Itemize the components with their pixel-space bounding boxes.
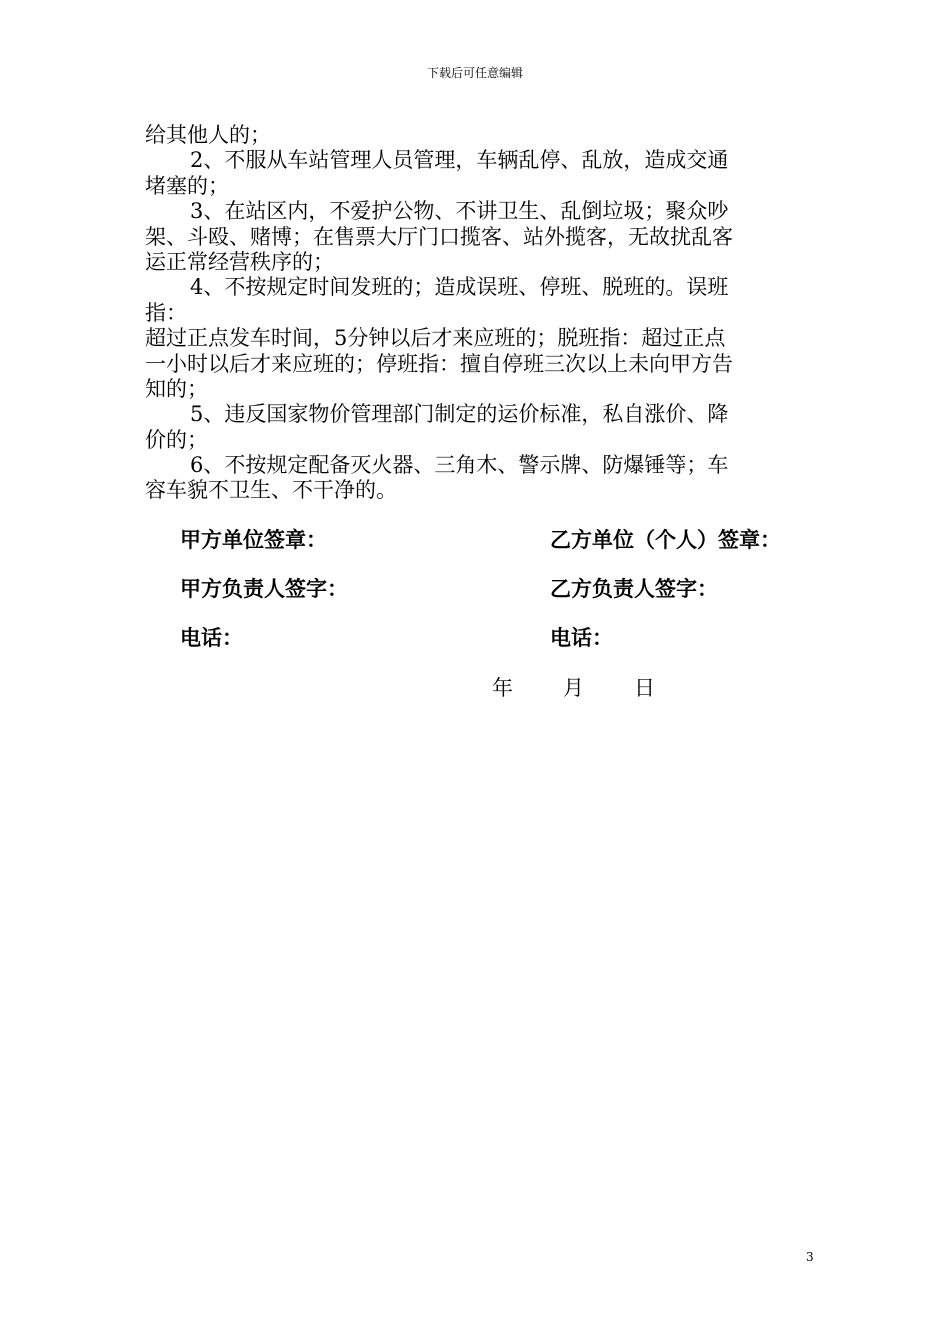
party-b-phone-label: 电话：: [550, 626, 613, 650]
body-line: 6、不按规定配备灭火器、三角木、警示牌、防爆锤等；车: [190, 453, 729, 478]
body-line: 5、违反国家物价管理部门制定的运价标准，私自涨价、降: [190, 402, 729, 427]
date-line: [492, 672, 655, 702]
body-line: 一小时以后才来应班的；停班指：擅自停班三次以上未向甲方告: [145, 351, 733, 376]
body-line: 4、不按规定时间发班的；造成误班、停班、脱班的。误班: [190, 275, 729, 300]
page-header: 下载后可任意编辑: [426, 66, 523, 80]
body-line: 指：: [145, 300, 187, 325]
document-body: [145, 123, 815, 504]
body-line: 给其他人的；: [145, 123, 271, 147]
party-a-seal-label: 甲方单位签章：: [180, 528, 327, 552]
party-a-signer-label: 甲方负责人签字：: [180, 577, 348, 601]
body-line: 3、在站区内，不爱护公物、不讲卫生、乱倒垃圾；聚众吵: [190, 199, 729, 224]
page-number: 3: [806, 1250, 814, 1264]
body-line: 运正常经营秩序的；: [145, 249, 334, 274]
party-b-signer-label: 乙方负责人签字：: [550, 577, 718, 601]
party-a-phone-label: 电话：: [180, 626, 243, 650]
body-line: 堵塞的；: [145, 173, 229, 198]
body-line: 知的；: [145, 376, 208, 401]
body-line: 2、不服从车站管理人员管理，车辆乱停、乱放，造成交通: [190, 148, 729, 173]
body-line: 超过正点发车时间，5分钟以后才来应班的；脱班指：超过正点: [145, 326, 726, 351]
party-b-seal-label: 乙方单位（个人）签章：: [550, 528, 781, 552]
body-line: 价的；: [145, 427, 208, 452]
body-line: 容车貌不卫生、不干净的。: [145, 478, 397, 503]
date-day: 日: [634, 676, 655, 700]
body-line: 架、斗殴、赌博；在售票大厅门口揽客、站外揽客，无故扰乱客: [145, 224, 733, 249]
date-month: 月: [563, 676, 584, 700]
date-year: 年: [492, 676, 513, 700]
